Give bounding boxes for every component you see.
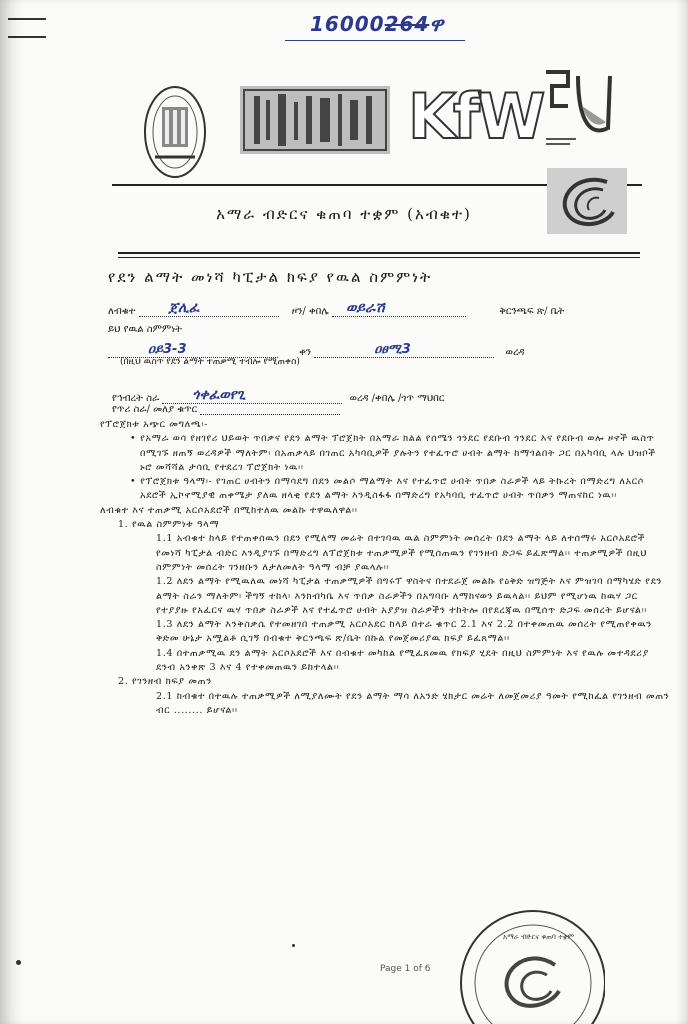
clause-1-3: 1.3 ለደን ልማት እንቅስቃሴ የተመዘገበ ተጠቃሚ አርሶአደር ከላይ በተራ ቁጥር 2.1 እና 2.2 በተቀመጠዉ መሰረት የሚጠየቀዉን ቅድመ ሁኔታ አሟልቶ ሲገኝ በብቁተ ቅርንጫፍ ጽ/ቤት በኩል የመጀመሪያዉ ክፍያ ይፈጸማል፡፡ xyxy=(156,619,652,645)
month-label: ወረዳ xyxy=(505,347,525,358)
kebele-value: ወይራሽ xyxy=(332,300,466,317)
parties-statement: ለብቁተ እና ተጠቃሚ አርሶአደሮች በሚከተለዉ መልኩ ተዋዉለዋል፡፡ xyxy=(100,504,358,516)
woreda-label: ለብቁተ xyxy=(108,306,136,317)
organization-title: አማራ ብድርና ቁጠባ ተቋም (አብቁተ) xyxy=(216,205,472,223)
clause-1-4: 1.4 በተጠቃሚዉ ደን ልማት አርሶአደሮች እና በብቁተ መካከል የሚፈጸመዉ የክፍያ ሂደት በዚህ ስምምነት እና የዉሉ መተዳደሪያ ደንብ አንቀጽ 3 እና 4 የተቀመጠዉን ይከተላል፡፡ xyxy=(156,647,649,674)
bullet-paragraph-1: • የአማራ ወሳ የዘገየሪ ህይወት ጥበቃና የደን ልማት ፕሮጀክት በአማራ ክልል የሰሜን ጎንደር የደቡብ ጎንደር እና የደቡብ ወሎ ዞኖች ዉስጥ በሚገኙ ዘጠኝ ወረዳዎች ማለትም፡ በአጠቃላይ በገጠር አካባቢዎች ያሉትን የተፈጥሮ ሀብት ልማት ከማጎልበት ጋር በአካባቢ ላሉ ህዝቦች ኑሮ መሻሻል ታሳቢ የተደረገ ፕሮጀክት ነዉ፡፡ xyxy=(100,432,670,475)
cooperative-value: ጎቀፈወየጊ xyxy=(162,387,342,404)
section-1-heading: 1. የዉል ስምምነቱ ዓላማ xyxy=(118,519,220,531)
group-label: የኅብረት ስራ xyxy=(112,393,160,404)
contract-label: ይህ የዉል ስምምነት xyxy=(108,324,182,335)
birr-amount: ዐፀሚ3 xyxy=(314,342,494,358)
branch-label: ቅርንጫፍ ጽ/ ቤት xyxy=(499,306,565,317)
bullet-paragraph-2: • የፕሮጀክቱ ዓላማ፡- የገጠር ሀብትን በማሳደግ በደን መልሶ ማልማት እና የተፈጥሮ ሀብት ጥበቃ ስራዎች ላይ ትኩረት በማድረግ ለአርሶ አደሮች ኢኮኖሚያዊ ጠቀሜታ ያለዉ ዘላቂ የደን ልማት እንዲስፋፋ በማድረግ የአካባቢ ተፈጥሮ ሀብት ጥበቃን ማጠናከር ነዉ፡፡ xyxy=(100,475,670,504)
reference-number: 16000 xyxy=(310,12,385,36)
kebele-label: ዞን/ ቀበሌ xyxy=(291,306,329,317)
stamp-text: አማራ ብድርና ቁጠባ ተቋም xyxy=(503,933,575,941)
clause-2-1: 2.1 ከብቁተ በተዉሉ ተጠቃሚዎች ለሚያለሙት የደን ልማት ማሳ ለአንድ ሄክታር መሬት ለመጀመሪያ ዓመት የሚከፈል የገንዘብ መጠን ብር ........ ይሆናል፡፡ xyxy=(156,690,670,716)
section-2-heading: 2. የገንዘብ ክፍያ መጠን xyxy=(118,676,212,688)
woreda-value: ጀሊፈ xyxy=(139,300,279,317)
clause-1-1: 1.1 አብቁተ ከላይ የተጠቀሰዉን በደን የሚለማ መሬት በተገባዉ ዉል ስምምነት መሰረት በደን ልማት ላይ ለተሰማሩ አርሶአደሮች የመነሻ ካፒታል ብድር እንዲያገኙ በማድረግ ለፕሮጀክቱ ተጠቃሚዎች የሚሰጠዉን የገንዘብ ድጋፍ ይፈጽማል፡፡ ተጠቃሚዎች በዚህ ስምምነት መሰረት ገንዘቡን ለታለመለት ዓላማ ብቻ ያዉላሉ፡፡ xyxy=(156,533,648,573)
intro-heading: የፕሮጀክቱ አጭር መግለጫ፡- xyxy=(100,419,209,430)
page-number: Page 1 of 6 xyxy=(380,964,431,974)
clause-1-2: 1.2 ለደን ልማት የሚዉለዉ መነሻ ካፒታል ተጠቃሚዎች በግሩፕ ዋስትና በተደራጀ መልኩ የዕቅድ ዝግጅት እና ምዝገባ በማካሄድ የደን ልማት ስራን ማለትም፡ ችግኝ ተከላ፡ እንክብካቤ እና ጥበቃ ስራዎችን በአግባቡ ለማከናወን ይዉላል፡፡ ይህም የሚሆነዉ ከዉሃ ጋር የተያያዙ የአፈርና ዉሃ ጥበቃ ስራዎች እና የተፈጥሮ ሀብት አያያዝ ስራዎችን ተከትሎ በየደረጃዉ በሚሰጥ ድጋፍ መሰረት ይሆናል፡፡ xyxy=(156,576,663,616)
kfw-logo: KfW xyxy=(408,80,543,153)
document-title: የደን ልማት መነሻ ካፒታል ክፍያ የዉል ስምምነት xyxy=(108,268,433,286)
date-label: ቀን xyxy=(299,347,312,358)
reference-suffix: ዋ xyxy=(429,12,445,36)
account-value: ዐይ3-3 xyxy=(108,342,278,358)
group-label-2: የጥሪ ስራ/ መለያ ቁጥር xyxy=(112,404,198,415)
group-suffix: ወረዳ /ቀበሌ /ጎጥ ማህበር xyxy=(349,393,445,404)
reference-struck: 264 xyxy=(384,12,430,36)
field-note: (በዚህ ዉስጥ የደን ልማት ተጠቃሚ ተብሎ የሚጠቀስ) xyxy=(120,357,300,367)
